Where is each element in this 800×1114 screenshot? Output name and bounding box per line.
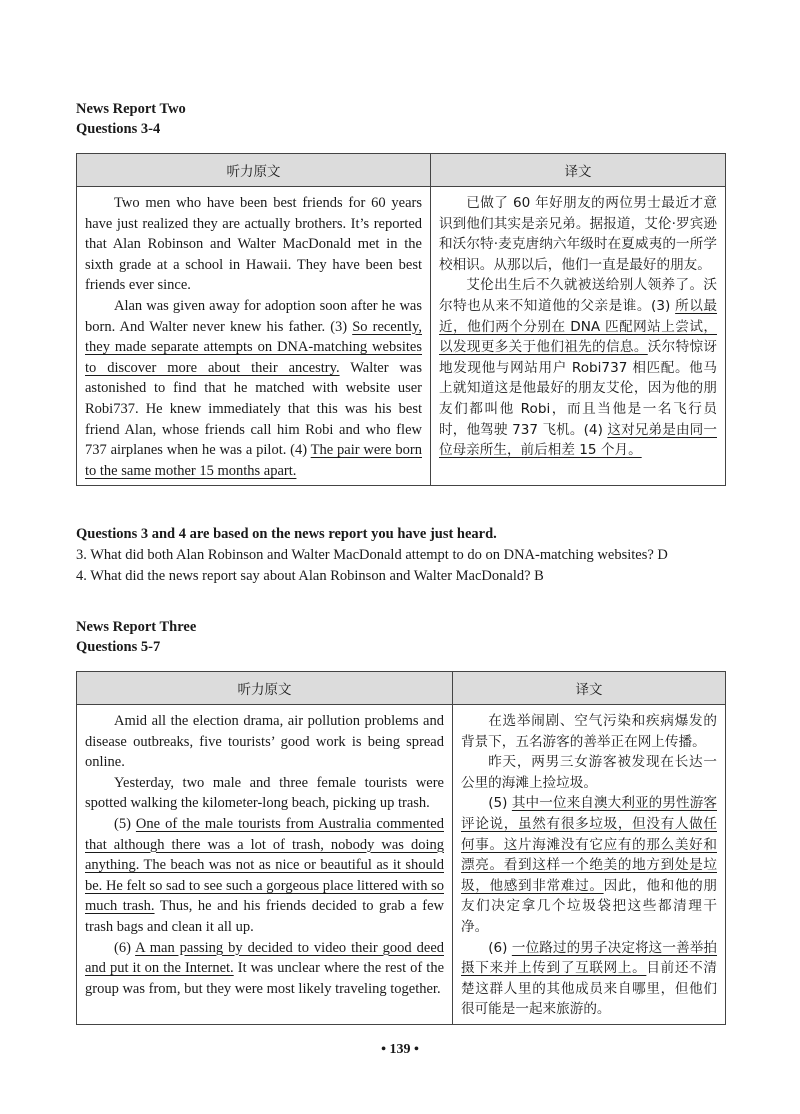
report3-translation-text	[453, 705, 726, 1025]
report2-original-text	[77, 187, 431, 486]
question-4: 4. What did the news report say about Alan Robinson and Walter MacDonald? B	[76, 568, 544, 584]
report2-translation-text	[431, 187, 726, 486]
question-3: 3. What did both Alan Robinson and Walter MacDonald attempt to do on DNA-matching websites? D	[76, 547, 668, 563]
questions-intro: Questions 3 and 4 are based on the news report you have just heard.	[76, 526, 497, 542]
r2-zh-para-1: 已做了 60 年好朋友的两位男士最近才意识到他们其实是亲兄弟。据报道，艾伦·罗宾逊和沃尔特·麦克唐纳六年级时在夏威夷的一所学校相识。从那以后，他们一直是最好的朋友。	[439, 195, 717, 273]
report2-questions	[76, 524, 668, 587]
r3-en-para-2: Yesterday, two male and three female tourists were spotted walking the kilometer-long beach, picking up trash.	[85, 774, 444, 812]
report2-questions-label: Questions 3-4	[76, 121, 161, 137]
r3-zh-para-3: (5) 其中一位来自澳大利亚的男性游客评论说，虽然有很多垃圾，但没有人做任何事。这片海滩没有它应有的那么美好和漂亮。看到这样一个绝美的地方到处是垃圾，他感到非常难过。因此，他和他的朋友们决定拿几个垃圾袋把这些都清理干净。	[461, 795, 718, 935]
report2-header-original: 听力原文	[77, 154, 431, 187]
r3-en-para-3: (5) One of the male tourists from Australia commented that although there was a lot of trash, nobody was doing anything. The beach was not as nice or beautiful as it should be. He felt so sad to see such a gorgeous place littered with so much trash. Thus, he and his friends decided to grab a few trash bags and clean it all up.	[85, 815, 444, 935]
report3-header-original: 听力原文	[77, 672, 453, 705]
report3-original-text	[77, 705, 453, 1025]
report3-title: News Report Three	[76, 619, 197, 635]
page-number: • 139 •	[381, 1042, 419, 1057]
report2-table	[76, 153, 726, 486]
report3-header-translation: 译文	[453, 672, 726, 705]
report2-header-translation: 译文	[431, 154, 726, 187]
r3-zh-para-2: 昨天，两男三女游客被发现在长达一公里的海滩上捡垃圾。	[461, 754, 717, 791]
r2-en-para-2: Alan was given away for adoption soon after he was born. And Walter never knew his father. (3) So recently, they made separate attempts on DNA-matching websites to discover more about their ancestry. Walter was astonished to find that he matched with website user Robi737. He knew immediately that this was his best friend Alan, whose friends call him Robi and who flew 737 airplanes when he was a pilot. (4) The pair were born to the same mother 15 months apart.	[85, 297, 422, 479]
report2-title: News Report Two	[76, 101, 186, 117]
r3-en-para-1: Amid all the election drama, air pollution problems and disease outbreaks, five tourists’ good work is being spread online.	[85, 713, 444, 771]
report3-questions-label: Questions 5-7	[76, 639, 161, 655]
r3-en-para-4: (6) A man passing by decided to video their good deed and put it on the Internet. It was unclear where the rest of the group was from, but they were most likely traveling together.	[85, 939, 444, 997]
r2-zh-para-2: 艾伦出生后不久就被送给别人领养了。沃尔特也从来不知道他的父亲是谁。(3) 所以最近，他们两个分别在 DNA 匹配网站上尝试，以发现更多关于他们祖先的信息。沃尔特惊讶地发现他与网站用户 Robi737 相匹配。他马上就知道这是他最好的朋友艾伦，因为他的朋友们都叫他 Robi，而且当他是一名飞行员时，他驾驶 737 飞机。(4) 这对兄弟是由同一位母亲所生，前后相差 15 个月。	[439, 277, 718, 459]
r2-en-para-1: Two men who have been best friends for 60 years have just realized they are actually brothers. It’s reported that Alan Robinson and Walter MacDonald met in the sixth grade at a school in Hawaii. They have been best friends ever since.	[85, 195, 422, 294]
report3-table	[76, 671, 726, 1025]
r3-zh-para-1: 在选举闹剧、空气污染和疾病爆发的背景下，五名游客的善举正在网上传播。	[461, 713, 717, 750]
r3-zh-para-4: (6) 一位路过的男子决定将这一善举拍摄下来并上传到了互联网上。目前还不清楚这群人里的其他成员来自哪里，但他们很可能是一起来旅游的。	[461, 939, 718, 1018]
